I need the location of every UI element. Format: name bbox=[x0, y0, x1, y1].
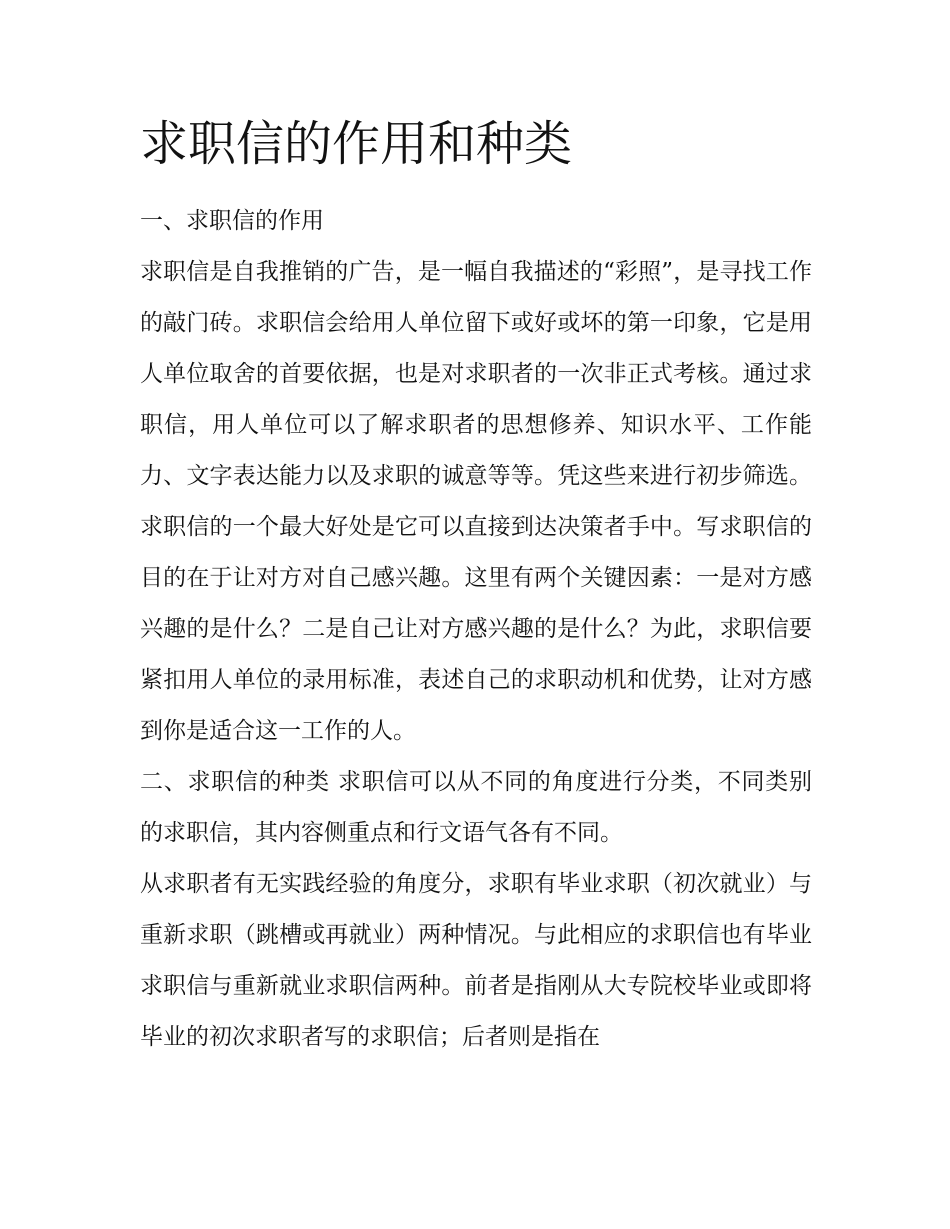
section2-paragraph: 从求职者有无实践经验的角度分，求职有毕业求职（初次就业）与重新求职（跳槽或再就业）两种情况。与此相应的求职信也有毕业求职信与重新就业求职信两种。前者是指刚从大专院校毕业或即将毕业的初次求职者写的求职信；后者则是指在 bbox=[140, 871, 812, 1050]
section1-heading: 一、求职信的作用 bbox=[140, 208, 324, 234]
section1-paragraph: 求职信是自我推销的广告，是一幅自我描述的“彩照”，是寻找工作的敲门砖。求职信会给用人单位留下或好或坏的第一印象，它是用人单位取舍的首要依据，也是对求职者的一次非正式考核。通过求职信，用人单位可以了解求职者的思想修养、知识水平、工作能力、文字表达能力以及求职的诚意等等。凭这些来进行初步筛选。求职信的一个最大好处是它可以直接到达决策者手中。写求职信的目的在于让对方对自己感兴趣。这里有两个关键因素：一是对方感兴趣的是什么？二是自己让对方感兴趣的是什么？为此，求职信要紧扣用人单位的录用标准，表述自己的求职动机和优势，让对方感到你是适合这一工作的人。 bbox=[140, 259, 812, 744]
document-page bbox=[140, 112, 812, 1063]
document-title: 求职信的作用和种类 bbox=[140, 116, 573, 172]
section2-heading-paragraph: 二、求职信的种类 求职信可以从不同的角度进行分类，不同类别的求职信，其内容侧重点和行文语气各有不同。 bbox=[140, 769, 812, 846]
